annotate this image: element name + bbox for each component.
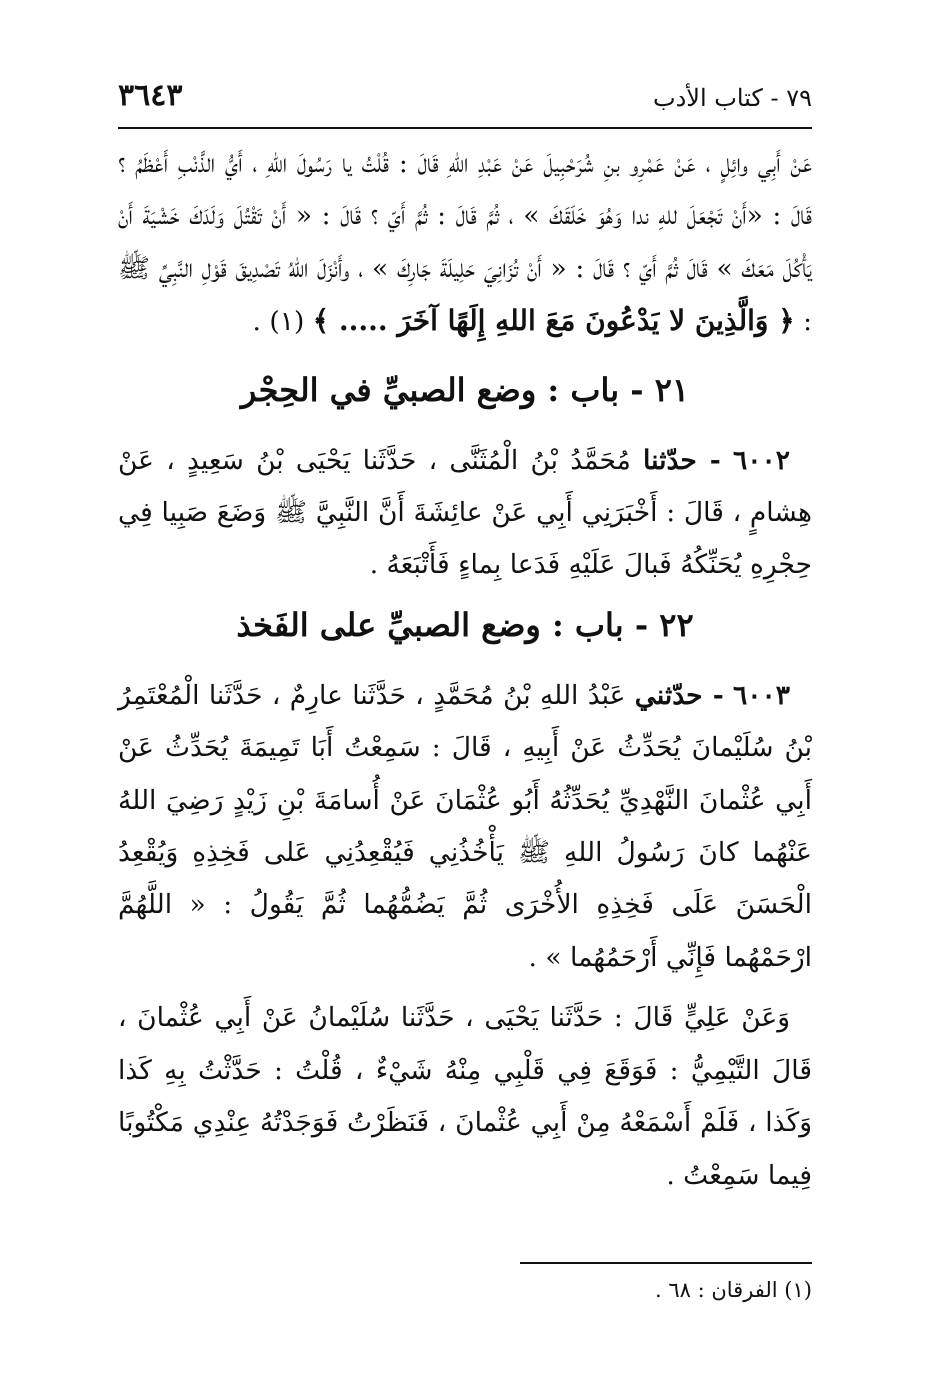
quran-verse: ﴿ وَالَّذِينَ لا يَدْعُونَ مَعَ اللهِ إِلَهًا آخَرَ ..... ﴾: [312, 304, 795, 338]
paragraph-hadith-continuation: [118, 138, 812, 349]
running-head: [118, 78, 812, 118]
hadith-text: عَبْدُ اللهِ بْنُ مُحَمَّدٍ ، حَدَّثَنا عارِمٌ ، حَدَّثَنا الْمُعْتَمِرُ بْنُ سُلَيْمانَ يُحَدِّثُ عَنْ أَبِيهِ ، قَالَ : سَمِعْتُ أَبَا تَمِيمَةَ يُحَدِّثُ عَنْ أَبِي عُثْمانَ النَّهْدِيِّ يُحَدِّثُهُ أَبُو عُثْمَانَ عَنْ أُسامَةَ بْنِ زَيْدٍ رَضِيَ اللهُ عَنْهُما كانَ رَسُولُ اللهِ ﷺ يَأْخُذُنِي فَيُقْعِدُنِي عَلى فَخِذِهِ وَيُقْعِدُ الْحَسَنَ عَلَى فَخِذِهِ الأُخْرَى ثُمَّ يَضُمُّهُما ثُمَّ يَقُولُ : « اللَّهُمَّ ارْحَمْهُما فَإِنِّي أَرْحَمُهُما » .: [118, 679, 812, 973]
footnote: (١) الفرقان : ٦٨ .: [654, 1278, 812, 1302]
hadith-6002: [118, 435, 812, 592]
body-text: [118, 138, 812, 1202]
page-number: ٣٦٤٣: [118, 78, 183, 113]
hadith-6003: [118, 670, 812, 984]
narration-verb: - حدّثنا: [643, 444, 721, 476]
chapter-heading-22: ٢٢ - باب : وضع الصبيِّ على الفَخذ: [236, 605, 694, 644]
hadith-number: ٦٠٠٣: [733, 679, 790, 711]
hadith-text: مُحَمَّدُ بْنُ الْمُثَنَّى ، حَدَّثَنا يَحْيَى بْنُ سَعِيدٍ ، عَنْ هِشامٍ ، قَالَ : أَخْبَرَنِي أَبِي عَنْ عائِشَةَ أَنَّ النَّبِيَّ ﷺ وَضَعَ صَبِيا فِي حِجْرِهِ يُحَنِّكُهُ فَبالَ عَلَيْهِ فَدَعا بِماءٍ فَأَتْبَعَهُ .: [118, 444, 812, 581]
chapter-heading-21: ٢١ - باب : وضع الصبيِّ في الحِجْر: [240, 370, 690, 409]
header-rule: [118, 127, 812, 129]
hadith-number: ٦٠٠٢: [733, 444, 790, 476]
footnote-reference: (١): [269, 306, 305, 338]
paragraph-text: عَنْ أَبِي وائِلٍ ، عَنْ عَمْرِو بنِ شُرَحْبِيلَ عَنْ عَبْدِ اللهِ قَالَ : قُلْتُ يا رَسُولَ اللهِ ، أَيُّ الذَّنْبِ أَعْظَمُ ؟ قَالَ : «أَنْ تَجْعَلَ للهِ ندا وَهُوَ خَلَقَكَ » ، ثُمَّ قَالَ : ثُمَّ أَيّ ؟ قَالَ : « أَنْ تَقْتُلَ وَلَدَكَ خَشْيَةَ أَنْ يَأْكُلَ مَعَكَ » قَالَ ثُمَّ أَيّ ؟ قَالَ : « أَنْ تُزَانِيَ حَلِيلَةَ جَارِكَ » ، وأَنْزَلَ اللهُ تَصْدِيقَ قَوْلِ النَّبِيِّ ﷺ :: [118, 148, 812, 338]
narration-verb: - حدّثني: [634, 679, 724, 711]
paragraph-ali-narration: وَعَنْ عَلِيٍّ قَالَ : حَدَّثَنا يَحْيَى ، حَدَّثَنا سُلَيْمانُ عَنْ أَبِي عُثْمانَ ، قَالَ التَّيْمِيُّ : فَوَقَعَ فِي قَلْبِي مِنْهُ شَيْءٌ ، قُلْتُ : حَدَّثْتُ بِهِ كَذا وَكَذا ، فَلَمْ أَسْمَعْهُ مِنْ أَبِي عُثْمانَ ، فَنَظَرْتُ فَوَجَدْتُهُ عِنْدِي مَكْتُوبًا فِيما سَمِعْتُ .: [118, 1002, 812, 1191]
sentence-end: .: [252, 306, 261, 338]
chapter-running-title: ٧٩ - كتاب الأدب: [653, 84, 812, 112]
footnote-rule: [520, 1262, 812, 1264]
